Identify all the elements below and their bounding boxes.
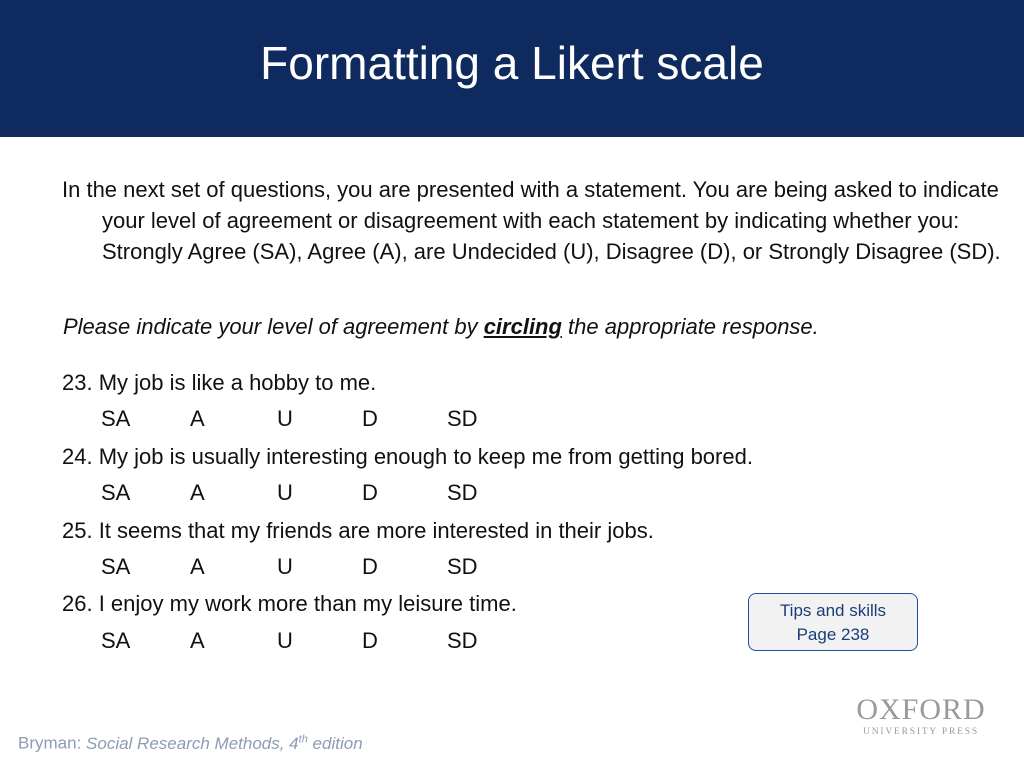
- scale-option-u: U: [277, 480, 293, 505]
- question-26: 26. I enjoy my work more than my leisure time.: [62, 591, 517, 616]
- scale-row-23: [101, 404, 521, 434]
- instruction-text-after: the appropriate response.: [561, 314, 819, 339]
- scale-option-sa: SA: [101, 554, 131, 579]
- scale-option-sd: SD: [447, 554, 478, 579]
- scale-option-d: D: [362, 628, 378, 653]
- scale-option-a: A: [190, 480, 205, 505]
- scale-option-sd: SD: [447, 480, 478, 505]
- scale-option-sa: SA: [101, 480, 131, 505]
- scale-option-u: U: [277, 628, 293, 653]
- question-23: 23. My job is like a hobby to me.: [62, 370, 377, 395]
- scale-option-a: A: [190, 628, 205, 653]
- footer-author: Bryman:: [18, 733, 87, 753]
- oxford-university-press-logo: [852, 694, 990, 738]
- title-bar: [0, 0, 1024, 137]
- question-24: 24. My job is usually interesting enough to keep me from getting bored.: [62, 444, 753, 469]
- footer-citation: [18, 733, 363, 754]
- footer-superscript: th: [298, 733, 308, 745]
- slide-title: Formatting a Likert scale: [260, 36, 764, 89]
- tips-label: Tips and skills: [779, 601, 887, 620]
- footer-edition: edition: [307, 733, 363, 753]
- scale-row-25: [101, 552, 521, 582]
- scale-option-d: D: [362, 554, 378, 579]
- logo-subtitle: UNIVERSITY PRESS: [863, 727, 979, 737]
- scale-option-sd: SD: [447, 406, 478, 431]
- scale-option-sd: SD: [447, 628, 478, 653]
- logo-name: OXFORD: [856, 693, 986, 726]
- scale-option-d: D: [362, 406, 378, 431]
- tips-and-skills-box: [748, 593, 918, 651]
- instruction-text-before: Please indicate your level of agreement by: [63, 314, 484, 339]
- question-25: 25. It seems that my friends are more interested in their jobs.: [62, 518, 654, 543]
- footer-book-title: Social Research Methods, 4: [86, 733, 299, 753]
- instruction-emphasis: circling: [483, 314, 562, 339]
- scale-option-a: A: [190, 406, 205, 431]
- scale-option-sa: SA: [101, 406, 131, 431]
- intro-paragraph: In the next set of questions, you are presented with a statement. You are being asked to indicate your level of agreement or disagreement with each statement by indicating whether you: Strongly Agree (SA), Agree (A), are Undecided (U), Disagree (D), or Strongly Disagree (SD).: [62, 177, 1001, 264]
- scale-option-u: U: [277, 406, 293, 431]
- scale-option-d: D: [362, 480, 378, 505]
- scale-row-24: [101, 478, 521, 508]
- scale-row-26: [101, 626, 521, 656]
- scale-option-u: U: [277, 554, 293, 579]
- tips-page: Page 238: [796, 625, 870, 644]
- instruction-line: [63, 312, 819, 342]
- scale-option-a: A: [190, 554, 205, 579]
- scale-option-sa: SA: [101, 628, 131, 653]
